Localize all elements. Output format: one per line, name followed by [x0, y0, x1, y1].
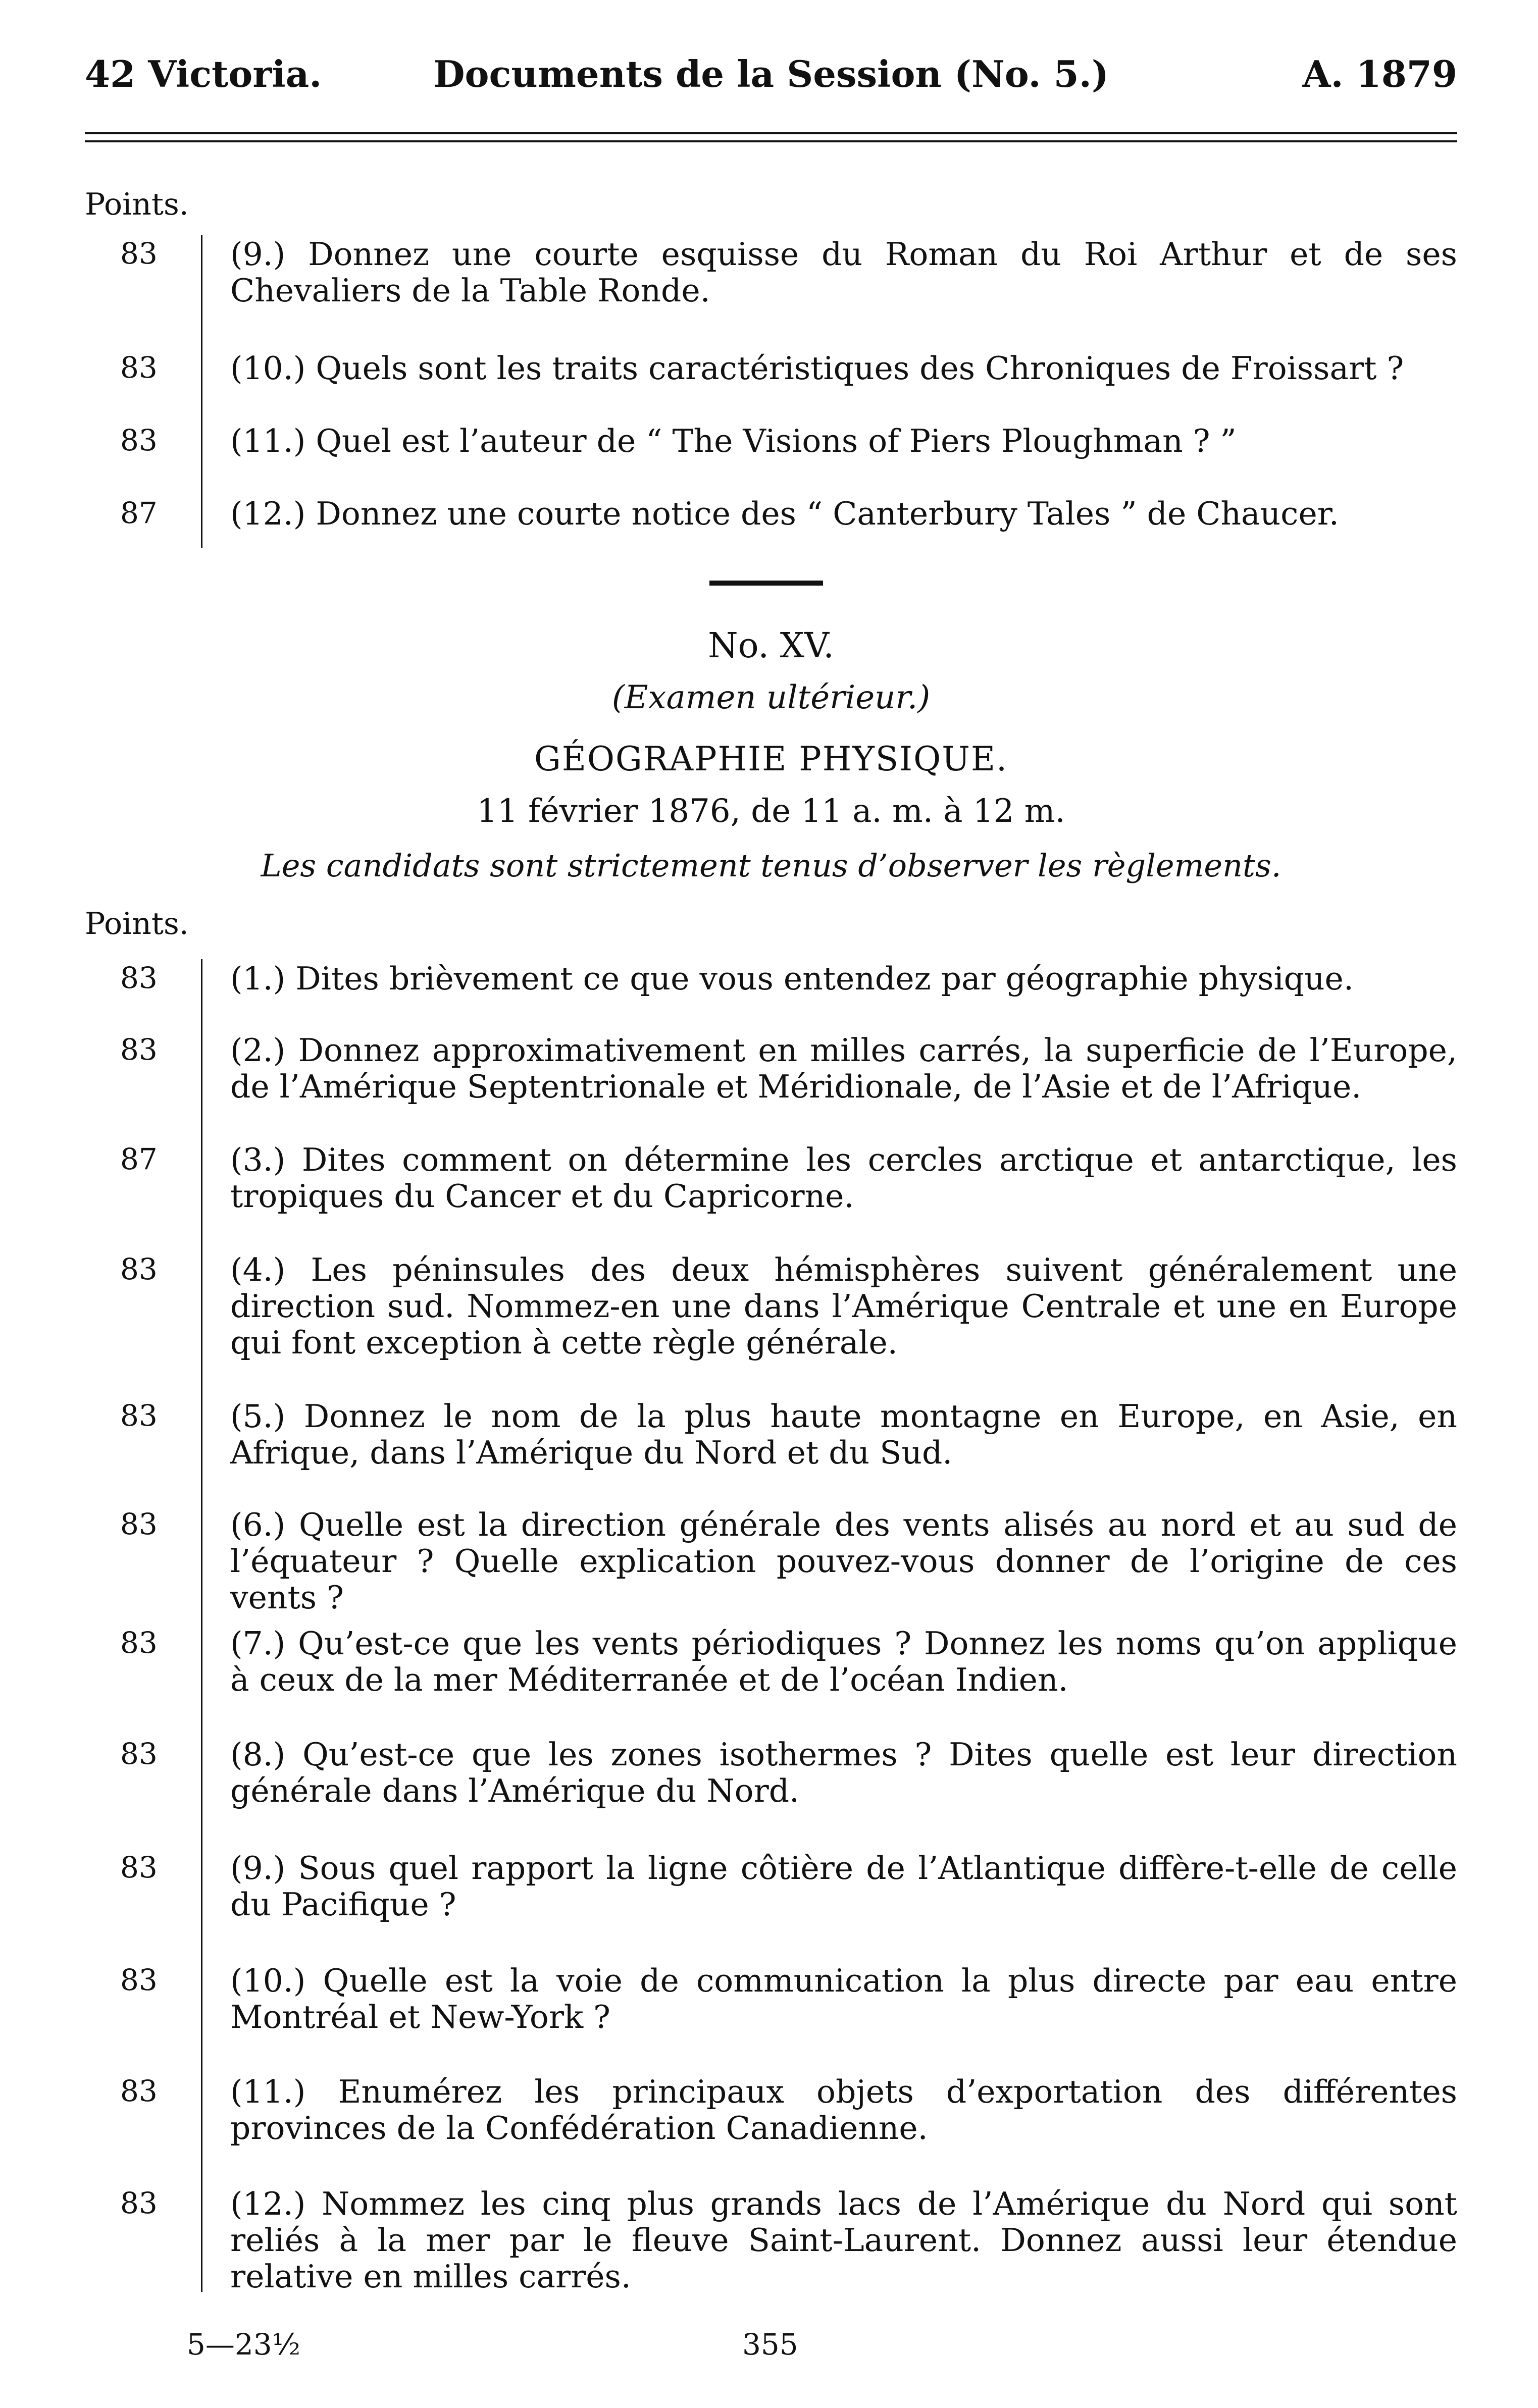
question-text: (5.) Donnez le nom de la plus haute montagne en Europe, en Asie, en Afrique, dans l’Amérique du Nord et du Sud. — [230, 1398, 1457, 1471]
question-text: (12.) Nommez les cinq plus grands lacs de l’Amérique du Nord qui sont reliés à la mer par le fleuve Saint-Laurent. Donnez aussi leur étendue relative en milles carrés. — [230, 2185, 1457, 2295]
question-item — [85, 496, 1457, 532]
question-text: (2.) Donnez approximativement en milles carrés, la superficie de l’Europe, de l’Amérique Septentrionale et Méridionale, de l’Asie et de l’Afrique. — [230, 1032, 1457, 1105]
question-text: (4.) Les péninsules des deux hémisphères suivent généralement une direction sud. Nommez-en une dans l’Amérique Centrale et une en Europe qui font exception à cette règle générale. — [230, 1251, 1457, 1361]
exam-date: 11 février 1876, de 11 a. m. à 12 m. — [477, 793, 1065, 830]
section-divider — [709, 581, 823, 586]
question-points: 83 — [120, 1737, 158, 1771]
header-title: Documents de la Session (No. 5.) — [433, 53, 1109, 95]
question-points: 83 — [120, 2186, 158, 2220]
points-label-top: Points. — [85, 187, 189, 222]
exam-instructions: Les candidats sont strictement tenus d’observer les règlements. — [261, 847, 1281, 884]
question-item — [85, 1252, 1457, 1361]
question-points: 83 — [120, 2074, 158, 2108]
question-points: 83 — [120, 1850, 158, 1884]
question-points: 83 — [120, 423, 158, 457]
question-item — [85, 1850, 1457, 1923]
page-number: 355 — [742, 2327, 798, 2362]
question-item — [85, 1626, 1457, 1698]
question-text: (3.) Dites comment on détermine les cercles arctique et antarctique, les tropiques du Cancer et du Capricorne. — [230, 1141, 1457, 1215]
question-text: (10.) Quels sont les traits caractéristiques des Chroniques de Froissart ? — [230, 350, 1404, 387]
question-text: (11.) Enumérez les principaux objets d’exportation des différentes provinces de la Confédération Canadienne. — [230, 2073, 1457, 2147]
question-item — [85, 2186, 1457, 2295]
header-double-rule — [85, 132, 1457, 142]
question-points: 87 — [120, 496, 158, 530]
question-text: (10.) Quelle est la voie de communication la plus directe par eau entre Montréal et New-York ? — [230, 1962, 1457, 2035]
question-text: (8.) Qu’est-ce que les zones isothermes ? Dites quelle est leur direction générale dans l’Amérique du Nord. — [230, 1736, 1457, 1809]
question-text: (9.) Sous quel rapport la ligne côtière de l’Atlantique diffère-t-elle de celle du Pacifique ? — [230, 1850, 1457, 1923]
section-subtitle: (Examen ultérieur.) — [611, 679, 931, 716]
header-left: 42 Victoria. — [85, 53, 322, 95]
question-item — [85, 236, 1457, 309]
question-item — [85, 1737, 1457, 1809]
page-header — [85, 46, 1457, 102]
question-points: 83 — [120, 961, 158, 995]
question-item — [85, 350, 1457, 387]
points-label-bottom: Points. — [85, 906, 189, 941]
question-text: (12.) Donnez une courte notice des “ Canterbury Tales ” de Chaucer. — [230, 495, 1339, 532]
question-points: 83 — [120, 1626, 158, 1660]
question-item — [85, 1032, 1457, 1105]
question-text: (6.) Quelle est la direction générale des vents alisés au nord et au sud de l’équateur ? Quelle explication pouvez-vous donner de l’origine de ces vents ? — [230, 1506, 1457, 1616]
question-points: 83 — [120, 1963, 158, 1997]
question-text: (7.) Qu’est-ce que les vents périodiques ? Donnez les noms qu’on applique à ceux de la mer Méditerranée et de l’océan Indien. — [230, 1625, 1457, 1698]
question-item — [85, 961, 1457, 997]
question-points: 83 — [120, 1398, 158, 1433]
question-points: 83 — [120, 1032, 158, 1067]
question-item — [85, 1398, 1457, 1471]
question-item — [85, 1142, 1457, 1215]
question-item — [85, 423, 1457, 459]
footer-signature: 5—23½ — [187, 2327, 300, 2362]
question-points: 83 — [120, 1507, 158, 1541]
question-text: (1.) Dites brièvement ce que vous entendez par géographie physique. — [230, 960, 1354, 997]
question-item — [85, 2074, 1457, 2147]
section-subject: GÉOGRAPHIE PHYSIQUE. — [534, 740, 1008, 778]
question-item — [85, 1963, 1457, 2035]
question-item — [85, 1507, 1457, 1616]
header-right: A. 1879 — [1302, 53, 1457, 95]
question-text: (11.) Quel est l’auteur de “ The Visions of Piers Ploughman ? ” — [230, 423, 1237, 459]
question-points: 87 — [120, 1142, 158, 1176]
section-number: No. XV. — [708, 626, 834, 666]
question-points: 83 — [120, 350, 158, 385]
question-points: 83 — [120, 1252, 158, 1286]
question-text: (9.) Donnez une courte esquisse du Roman du Roi Arthur et de ses Chevaliers de la Table Ronde. — [230, 236, 1457, 309]
question-points: 83 — [120, 236, 158, 271]
